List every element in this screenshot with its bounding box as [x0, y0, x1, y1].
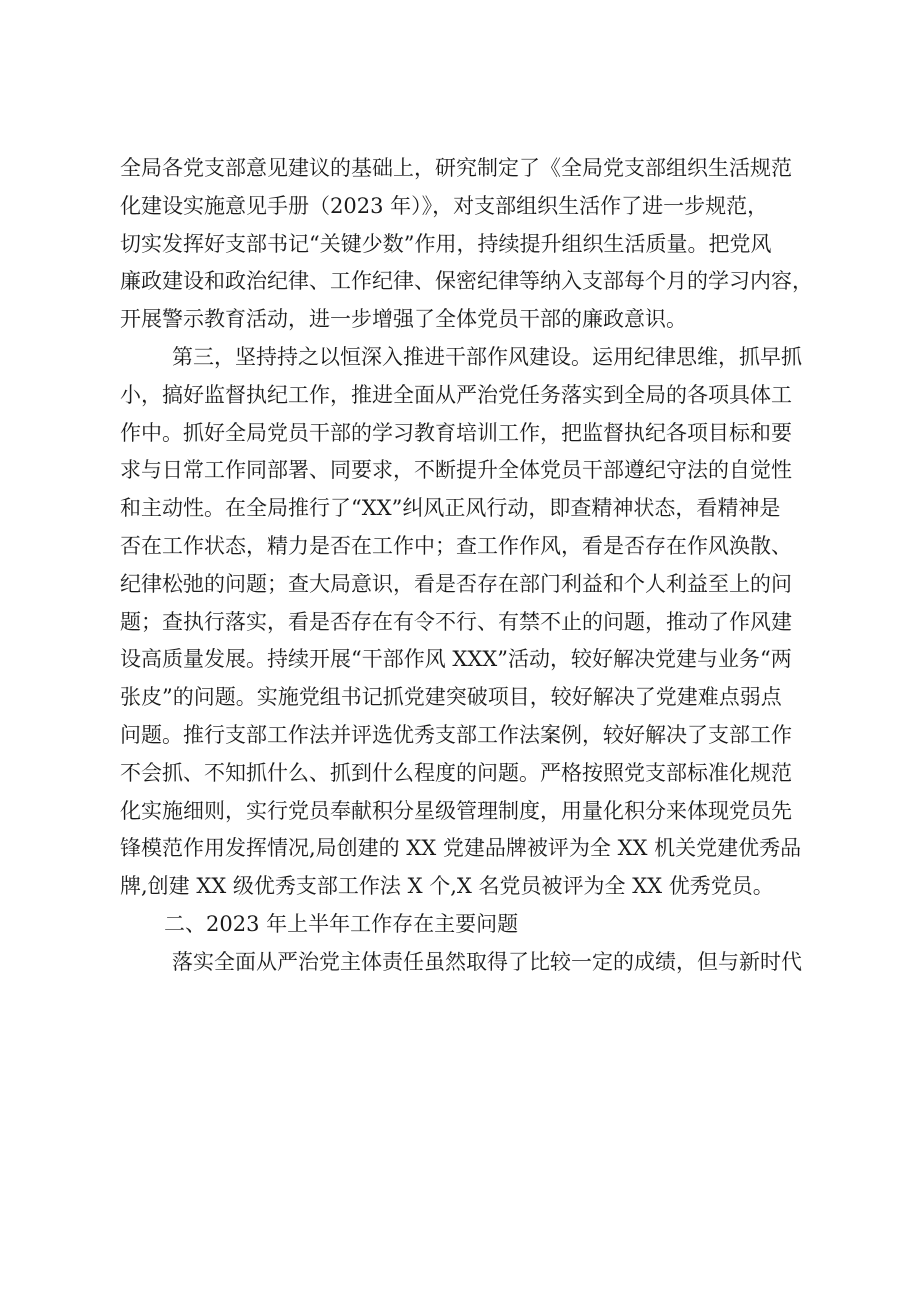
text-line: 落实全面从严治党主体责任虽然取得了比较一定的成绩，但与新时代 — [172, 949, 802, 974]
paragraph-problems — [120, 944, 820, 982]
text-line: 问题。推行支部工作法并评选优秀支部工作法案例，较好解决了支部工作 — [120, 722, 792, 747]
text-line: 开展警示教育活动，进一步增强了全体党员干部的廉政意识。 — [120, 307, 687, 332]
text-line: 切实发挥好支部书记“关键少数”作用，持续提升组织生活质量。把党风 — [120, 231, 772, 256]
text-line: 张皮”的问题。实施党组书记抓党建突破项目，较好解决了党建难点弱点 — [120, 685, 782, 710]
text-line: 和主动性。在全局推行了“XX”纠风正风行动，即查精神状态，看精神是 — [120, 496, 781, 521]
text-line: 小，搞好监督执纪工作，推进全面从严治党任务落实到全局的各项具体工 — [120, 382, 792, 407]
text-line: 化实施细则，实行党员奉献积分星级管理制度，用量化积分来体现党员先 — [120, 798, 792, 823]
text-line: 廉政建设和政治纪律、工作纪律、保密纪律等纳入支部每个月的学习内容， — [120, 269, 813, 294]
text-line: 牌,创建 XX 级优秀支部工作法 X 个,X 名党员被评为全 XX 优秀党员。 — [120, 874, 774, 899]
text-line: 化建设实施意见手册（2023 年）》，对支部组织生活作了进一步规范， — [120, 193, 769, 218]
text-line: 全局各党支部意见建议的基础上，研究制定了《全局党支部组织生活规范 — [120, 156, 792, 180]
document-body — [120, 150, 820, 982]
paragraph-continuation — [120, 150, 820, 339]
text-line: 锋模范作用发挥情况,局创建的 XX 党建品牌被评为全 XX 机关党建优秀品 — [120, 836, 802, 861]
text-line: 不会抓、不知抓什么、抓到什么程度的问题。严格按照党支部标准化规范 — [120, 760, 792, 785]
text-line: 第三，坚持持之以恒深入推进干部作风建设。运用纪律思维，抓早抓 — [172, 344, 802, 369]
text-line: 纪律松弛的问题；查大局意识，看是否存在部门利益和个人利益至上的问 — [120, 571, 792, 596]
text-line: 题；查执行落实，看是否存在有令不行、有禁不止的问题，推动了作风建 — [120, 609, 792, 634]
text-line: 否在工作状态，精力是否在工作中；查工作作风，看是否存在作风涣散、 — [120, 533, 792, 558]
text-line: 求与日常工作同部署、同要求，不断提升全体党员干部遵纪守法的自觉性 — [120, 458, 792, 483]
text-line: 设高质量发展。持续开展“干部作风 XXX”活动，较好解决党建与业务“两 — [120, 647, 792, 672]
paragraph-work-style — [120, 339, 820, 906]
text-line: 作中。抓好全局党员干部的学习教育培训工作，把监督执纪各项目标和要 — [120, 420, 792, 445]
section-heading: 二、2023 年上半年工作存在主要问题 — [164, 911, 519, 936]
